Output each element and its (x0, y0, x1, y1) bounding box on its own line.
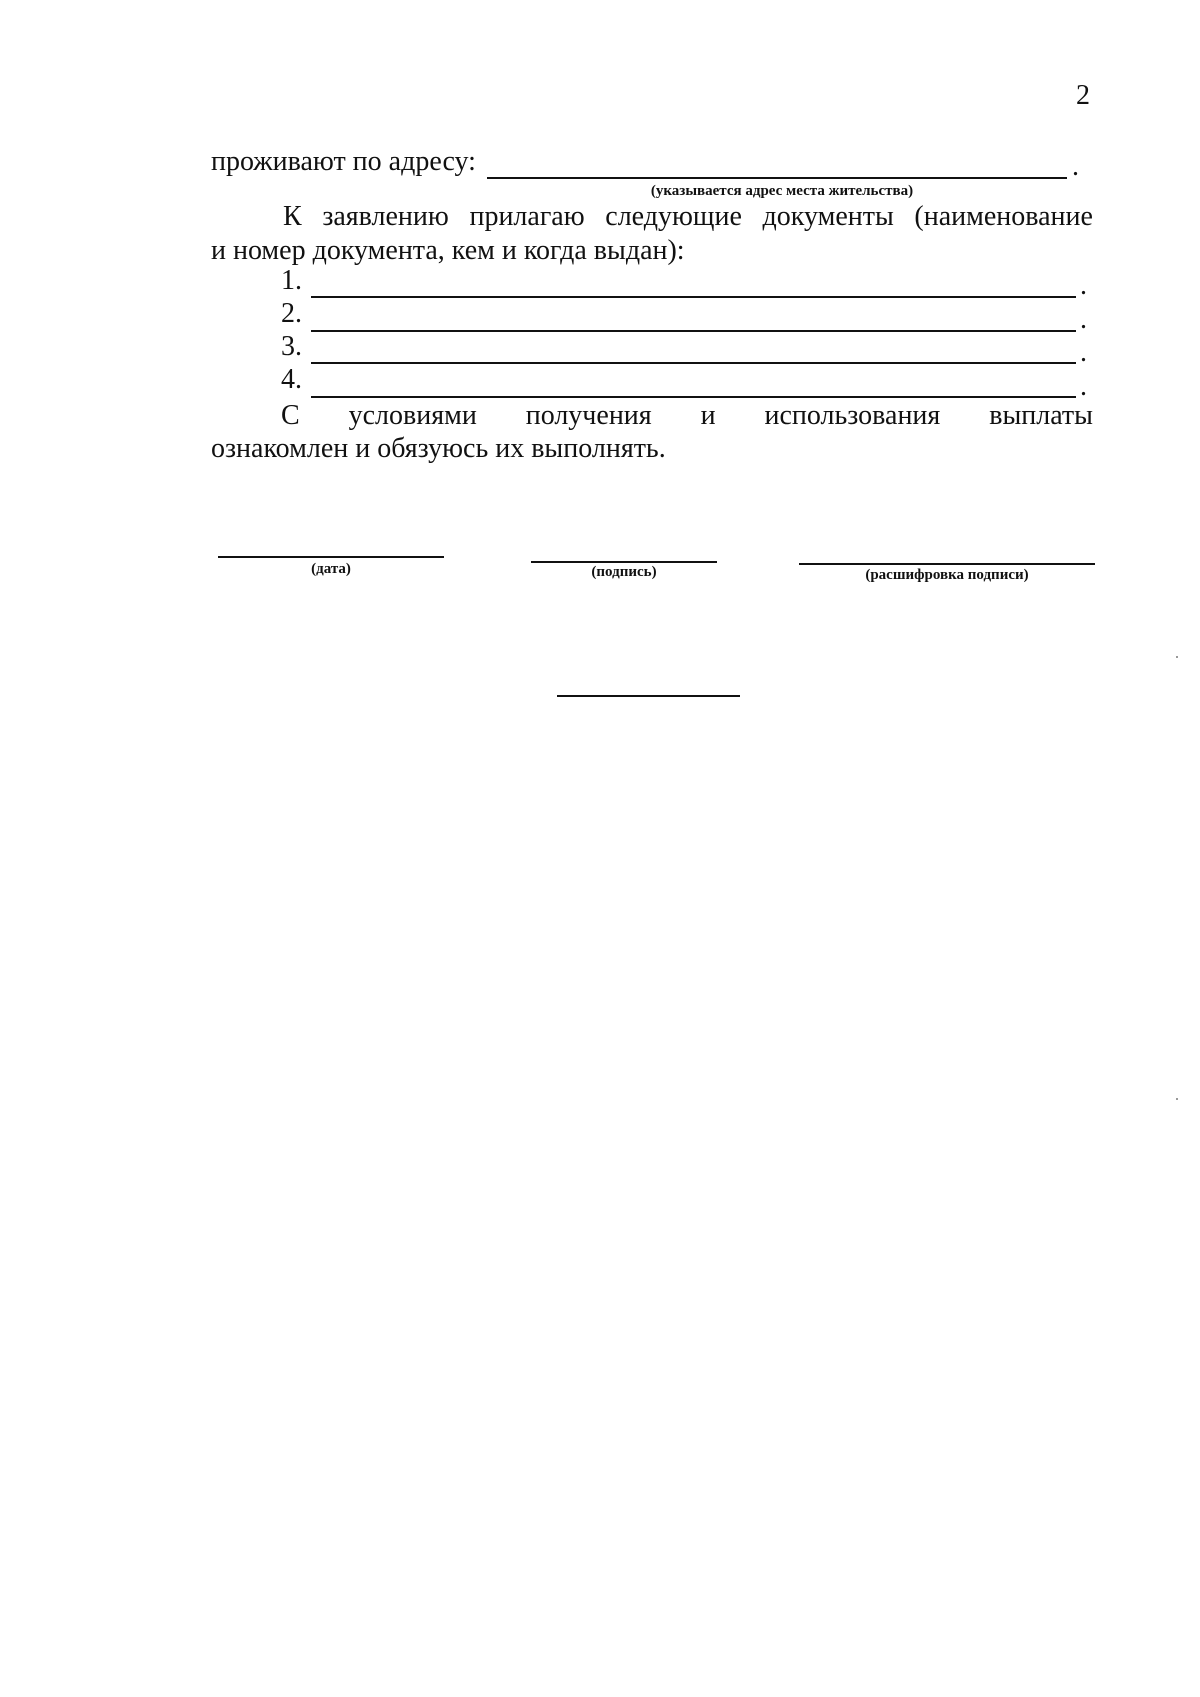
attachments-intro-line2: и номер документа, кем и когда выдан): (211, 235, 685, 266)
closing-separator (557, 695, 740, 697)
item-field-line[interactable] (311, 296, 1076, 298)
address-label: проживают по адресу: (211, 146, 476, 177)
conditions-line2: ознакомлен и обязуюсь их выполнять. (211, 433, 666, 464)
conditions-word: и (700, 400, 716, 431)
conditions-word: использования (764, 400, 941, 431)
intro-word: К (283, 201, 302, 232)
scan-speck (1176, 656, 1178, 658)
date-caption: (дата) (311, 561, 351, 577)
transcript-field-line[interactable] (799, 563, 1095, 565)
intro-word: заявлению (322, 201, 449, 232)
scan-speck (1176, 1098, 1178, 1100)
address-period: . (1072, 151, 1079, 182)
intro-word: (наименование (914, 201, 1093, 232)
item-period: . (1080, 304, 1087, 335)
item-field-line[interactable] (311, 330, 1076, 332)
item-field-line[interactable] (311, 396, 1076, 398)
address-caption: (указывается адрес места жительства) (650, 183, 914, 199)
conditions-word: условиями (348, 400, 477, 431)
item-number: 4. (281, 364, 302, 395)
signature-caption: (подпись) (591, 564, 657, 580)
conditions-word: выплаты (989, 400, 1093, 431)
address-field-line[interactable] (487, 177, 1067, 179)
signature-field-line[interactable] (531, 561, 717, 563)
intro-word: документы (762, 201, 894, 232)
intro-word: следующие (605, 201, 742, 232)
item-period: . (1080, 270, 1087, 301)
item-period: . (1080, 337, 1087, 368)
transcript-caption: (расшифровка подписи) (865, 567, 1029, 583)
item-period: . (1080, 371, 1087, 402)
conditions-word: получения (525, 400, 652, 431)
page-number: 2 (1076, 80, 1090, 111)
item-field-line[interactable] (311, 362, 1076, 364)
date-field-line[interactable] (218, 556, 444, 558)
conditions-line1 (281, 402, 1093, 430)
attachments-intro-line1 (283, 203, 1093, 231)
item-number: 3. (281, 331, 302, 362)
item-number: 1. (281, 265, 302, 296)
item-number: 2. (281, 298, 302, 329)
intro-word: прилагаю (469, 201, 585, 232)
conditions-word: С (281, 400, 300, 431)
